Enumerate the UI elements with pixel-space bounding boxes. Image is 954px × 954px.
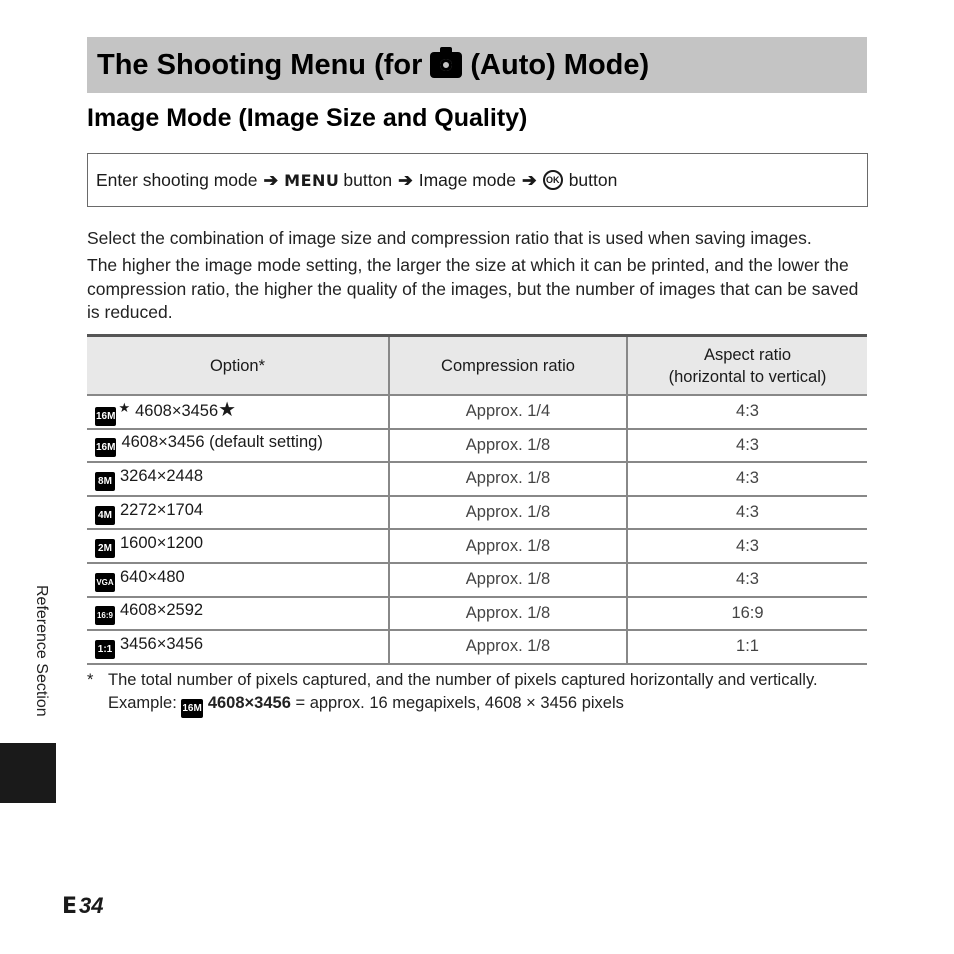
image-mode-16m-icon: 16M <box>95 407 116 426</box>
page-title <box>97 49 649 82</box>
image-mode-8m-icon: 8M <box>95 472 115 491</box>
column-header-aspect: Aspect ratio (horizontal to vertical) <box>627 336 867 396</box>
navigation-path <box>87 153 868 207</box>
menu-button-icon: MENU <box>284 170 340 190</box>
image-mode-16m-icon: 16M <box>95 438 116 457</box>
star-icon: ★ <box>118 400 131 416</box>
table-row <box>87 496 867 530</box>
table-row <box>87 395 867 429</box>
option-cell: 16:9 4608×2592 <box>87 597 389 631</box>
arrow-right-icon: ➔ <box>398 169 413 190</box>
star-icon: ★ <box>218 399 237 422</box>
table-row <box>87 529 867 563</box>
section-heading: Image Mode (Image Size and Quality) <box>87 104 528 132</box>
ok-button-icon: OK <box>543 170 563 190</box>
aspect-cell: 4:3 <box>627 496 867 530</box>
image-mode-4m-icon: 4M <box>95 506 115 525</box>
option-cell: 4M 2272×1704 <box>87 496 389 530</box>
compression-cell: Approx. 1/8 <box>389 429 627 463</box>
description-paragraph: The higher the image mode setting, the larger the size at which it can be printed, and the lower the compression ratio, the higher the quality of the images, but the number of images that can be saved is reduced. <box>87 255 859 322</box>
image-mode-table <box>87 334 867 665</box>
section-tab-marker <box>0 743 56 803</box>
compression-cell: Approx. 1/8 <box>389 630 627 664</box>
section-tab-label: Reference Section <box>33 585 50 717</box>
option-cell: VGA 640×480 <box>87 563 389 597</box>
column-header-compression: Compression ratio <box>389 336 627 396</box>
nav-step-button: button <box>343 169 393 190</box>
arrow-right-icon: ➔ <box>263 169 279 190</box>
footnote <box>87 669 867 718</box>
aspect-cell: 4:3 <box>627 563 867 597</box>
table-row <box>87 429 867 463</box>
table-row <box>87 597 867 631</box>
option-cell: 16M 4608×3456 (default setting) <box>87 429 389 463</box>
aspect-cell: 4:3 <box>627 429 867 463</box>
image-mode-2m-icon: 2M <box>95 539 115 558</box>
option-cell: 16M★ 4608×3456★ <box>87 395 389 429</box>
title-bar <box>87 37 867 93</box>
table-row <box>87 462 867 496</box>
compression-cell: Approx. 1/8 <box>389 529 627 563</box>
image-mode-vga-icon: VGA <box>95 573 115 592</box>
aspect-cell: 16:9 <box>627 597 867 631</box>
reference-e-icon: E <box>62 893 78 919</box>
nav-step-shooting-mode: Enter shooting mode <box>96 169 258 190</box>
table-row <box>87 630 867 664</box>
page-title-prefix: The Shooting Menu (for <box>97 48 423 81</box>
compression-cell: Approx. 1/8 <box>389 496 627 530</box>
intro-paragraph: Select the combination of image size and compression ratio that is used when saving images. <box>87 228 812 248</box>
nav-step-ok-button: button <box>568 169 618 190</box>
table-row <box>87 563 867 597</box>
footnote-text: The total number of pixels captured, and the number of pixels captured horizontally and vertically. <box>108 671 818 689</box>
option-cell: 8M 3264×2448 <box>87 462 389 496</box>
compression-cell: Approx. 1/8 <box>389 563 627 597</box>
aspect-cell: 4:3 <box>627 462 867 496</box>
column-header-option: Option* <box>87 336 389 396</box>
compression-cell: Approx. 1/4 <box>389 395 627 429</box>
nav-step-image-mode: Image mode <box>418 169 517 190</box>
compression-cell: Approx. 1/8 <box>389 462 627 496</box>
compression-cell: Approx. 1/8 <box>389 597 627 631</box>
aspect-cell: 4:3 <box>627 529 867 563</box>
table-header-row <box>87 336 867 396</box>
footnote-mark: * <box>87 671 94 689</box>
camera-icon <box>430 52 462 78</box>
image-mode-1-1-icon: 1:1 <box>95 640 115 659</box>
footnote-example: Example: 16M 4608×3456 = approx. 16 megapixels, 4608 × 3456 pixels <box>108 692 867 718</box>
page-number: E 34 <box>62 893 104 919</box>
arrow-right-icon: ➔ <box>522 169 537 190</box>
image-mode-16-9-icon: 16:9 <box>95 606 115 625</box>
aspect-cell: 4:3 <box>627 395 867 429</box>
aspect-cell: 1:1 <box>627 630 867 664</box>
option-cell: 2M 1600×1200 <box>87 529 389 563</box>
image-mode-16m-icon: 16M <box>181 699 202 718</box>
option-cell: 1:1 3456×3456 <box>87 630 389 664</box>
page-title-suffix: (Auto) Mode) <box>470 48 650 81</box>
